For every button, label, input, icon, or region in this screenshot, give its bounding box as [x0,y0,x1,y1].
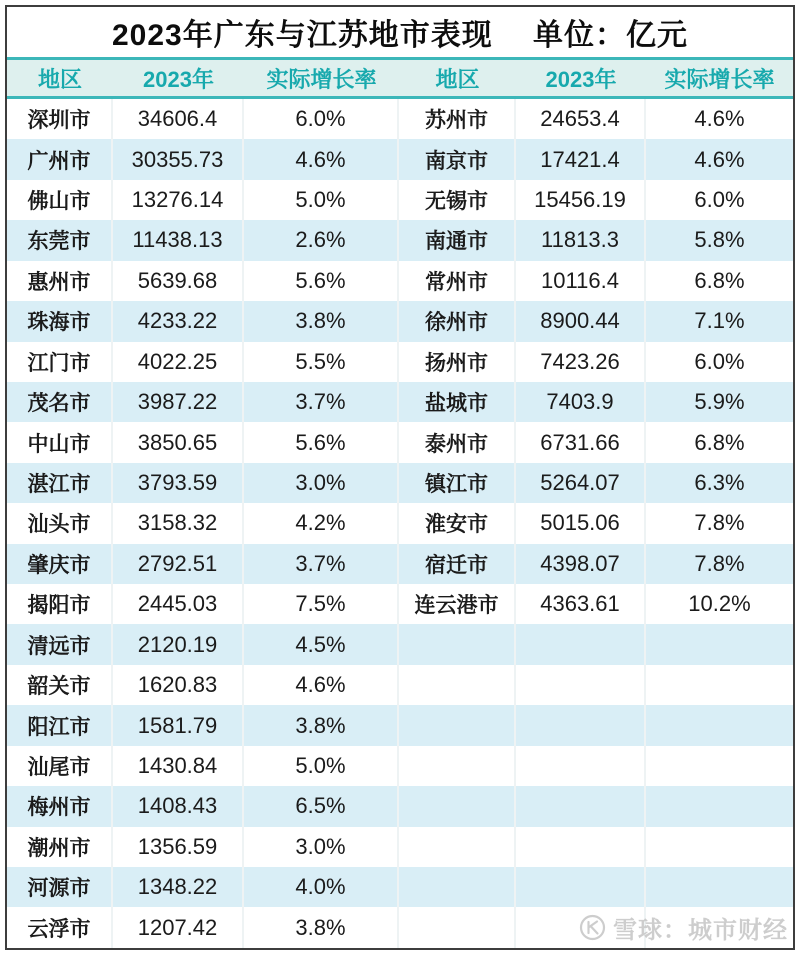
table-row [7,705,793,745]
table-row [7,503,793,543]
city-cell-left: 珠海市 [7,301,113,341]
table-row [7,746,793,786]
gdp-cell-left: 1207.42 [113,907,244,947]
city-cell-left: 茂名市 [7,382,113,422]
city-cell-right [399,907,516,947]
city-cell-left: 韶关市 [7,665,113,705]
growth-cell-left: 3.8% [244,301,399,341]
header-region-right: 地区 [435,66,480,92]
gdp-cell-left: 13276.14 [113,180,244,220]
city-cell-right [399,867,516,907]
growth-cell-right [646,746,793,786]
gdp-cell-left: 1348.22 [113,867,244,907]
city-cell-right: 盐城市 [399,382,516,422]
growth-cell-left: 5.6% [244,422,399,462]
growth-cell-left: 5.5% [244,342,399,382]
gdp-cell-right: 4398.07 [516,544,646,584]
city-cell-right [399,827,516,867]
table-row [7,463,793,503]
growth-cell-left: 7.5% [244,584,399,624]
growth-cell-left: 3.0% [244,463,399,503]
gdp-cell-right [516,665,646,705]
growth-cell-right [646,624,793,664]
growth-cell-right [646,827,793,867]
city-cell-right [399,786,516,826]
city-cell-left: 肇庆市 [7,544,113,584]
header-year-left: 2023年 [143,66,214,92]
city-cell-right: 无锡市 [399,180,516,220]
growth-cell-right: 5.8% [694,227,745,253]
growth-cell-right: 6.3% [694,470,745,495]
table-row [7,827,793,867]
page-title: 2023年广东与江苏地市表现 单位：亿元 [7,7,793,57]
table-row [7,584,793,624]
city-cell-right: 徐州市 [399,301,516,341]
gdp-cell-right: 24653.4 [516,99,646,139]
table-body [7,99,793,948]
table-row [7,867,793,907]
growth-cell-left: 5.0% [244,746,399,786]
city-cell-right: 苏州市 [399,99,516,139]
growth-cell-right: 6.0% [694,187,745,213]
gdp-cell-left: 3850.65 [113,422,244,462]
growth-cell-left: 3.8% [244,705,399,745]
gdp-cell-right [516,705,646,745]
city-cell-left: 汕尾市 [7,746,113,786]
gdp-cell-right: 5015.06 [516,503,646,543]
gdp-comparison-table [5,5,795,950]
table-row [7,786,793,826]
table-row [7,624,793,664]
xueqiu-snowball-icon [579,914,606,941]
city-cell-left: 湛江市 [7,463,113,503]
growth-cell-right: 6.8% [694,267,745,293]
city-cell-left: 佛山市 [7,180,113,220]
gdp-cell-right: 5264.07 [516,463,646,503]
table-row [7,180,793,220]
city-cell-left: 深圳市 [7,99,113,139]
gdp-cell-right: 10116.4 [516,261,646,301]
city-cell-left: 河源市 [7,867,113,907]
growth-cell-left: 2.6% [244,220,399,260]
gdp-cell-left: 30355.73 [113,139,244,179]
growth-cell-left: 3.7% [244,382,399,422]
gdp-cell-right [516,867,646,907]
city-cell-left: 汕头市 [7,503,113,543]
growth-cell-right [646,665,793,705]
growth-cell-right: 7.8% [694,550,745,576]
city-cell-right: 连云港市 [399,584,516,624]
city-cell-right: 淮安市 [399,503,516,543]
gdp-cell-right: 17421.4 [516,139,646,179]
growth-cell-left: 5.6% [244,261,399,301]
gdp-cell-right: 15456.19 [516,180,646,220]
city-cell-left: 梅州市 [7,786,113,826]
gdp-cell-left: 4233.22 [113,301,244,341]
gdp-cell-left: 2445.03 [113,584,244,624]
gdp-cell-right: 6731.66 [516,422,646,462]
city-cell-right: 南京市 [399,139,516,179]
gdp-cell-left: 3987.22 [113,382,244,422]
growth-cell-left: 6.5% [244,786,399,826]
gdp-cell-right: 11813.3 [516,220,646,260]
table-row [7,220,793,260]
growth-cell-right [646,867,793,907]
header-growth-right: 实际增长率 [664,66,775,92]
city-cell-right [399,624,516,664]
gdp-cell-left: 3158.32 [113,503,244,543]
gdp-cell-left: 5639.68 [113,261,244,301]
table-row [7,139,793,179]
gdp-cell-right: 4363.61 [516,584,646,624]
city-cell-left: 潮州市 [7,827,113,867]
city-cell-right: 南通市 [399,220,516,260]
growth-cell-left: 4.2% [244,503,399,543]
growth-cell-right: 4.6% [694,146,745,172]
gdp-cell-left: 2120.19 [113,624,244,664]
gdp-cell-right [516,827,646,867]
header-region-left: 地区 [37,66,82,92]
city-cell-left: 中山市 [7,422,113,462]
growth-cell-left: 6.0% [244,99,399,139]
gdp-cell-left: 34606.4 [113,99,244,139]
city-cell-right [399,665,516,705]
growth-cell-right: 10.2% [688,591,751,617]
gdp-cell-left: 1408.43 [113,786,244,826]
table-row [7,342,793,382]
city-cell-left: 揭阳市 [7,584,113,624]
watermark [579,910,788,945]
city-cell-right: 泰州市 [399,422,516,462]
growth-cell-left: 5.0% [244,180,399,220]
city-cell-right: 常州市 [399,261,516,301]
growth-cell-right: 4.6% [694,106,745,132]
gdp-cell-left: 1581.79 [113,705,244,745]
gdp-cell-left: 1356.59 [113,827,244,867]
gdp-cell-right: 7403.9 [516,382,646,422]
gdp-cell-left: 2792.51 [113,544,244,584]
city-cell-left: 惠州市 [7,261,113,301]
growth-cell-right: 7.8% [694,510,745,536]
table-row [7,422,793,462]
growth-cell-left: 3.0% [244,827,399,867]
city-cell-right: 扬州市 [399,342,516,382]
gdp-cell-right [516,786,646,826]
gdp-cell-right: 8900.44 [516,301,646,341]
table-header-row [7,57,793,99]
growth-cell-left: 3.7% [244,544,399,584]
city-cell-left: 江门市 [7,342,113,382]
table-row [7,382,793,422]
table-row [7,261,793,301]
growth-cell-right: 6.8% [694,429,745,455]
city-cell-left: 云浮市 [7,907,113,947]
gdp-cell-left: 3793.59 [113,463,244,503]
gdp-cell-right: 7423.26 [516,342,646,382]
growth-cell-left: 4.0% [244,867,399,907]
header-year-right: 2023年 [545,66,617,92]
city-cell-right [399,746,516,786]
city-cell-left: 清远市 [7,624,113,664]
gdp-cell-right [516,746,646,786]
growth-cell-right [646,705,793,745]
city-cell-right: 宿迁市 [399,544,516,584]
growth-cell-right: 5.9% [694,389,745,415]
gdp-cell-left: 1620.83 [113,665,244,705]
table-row [7,544,793,584]
growth-cell-left: 4.6% [244,665,399,705]
table-row [7,301,793,341]
gdp-cell-right [516,624,646,664]
table-row [7,99,793,139]
growth-cell-left: 3.8% [244,907,399,947]
growth-cell-left: 4.6% [244,139,399,179]
city-cell-left: 东莞市 [7,220,113,260]
header-growth-left: 实际增长率 [266,66,377,92]
city-cell-right: 镇江市 [399,463,516,503]
city-cell-right [399,705,516,745]
gdp-cell-left: 1430.84 [113,746,244,786]
city-cell-left: 阳江市 [7,705,113,745]
city-cell-left: 广州市 [7,139,113,179]
growth-cell-right [646,786,793,826]
growth-cell-right: 7.1% [694,308,745,334]
growth-cell-left: 4.5% [244,624,399,664]
watermark-text: 雪球：城市财经 [613,917,788,944]
gdp-cell-left: 4022.25 [113,342,244,382]
table-row [7,665,793,705]
gdp-cell-left: 11438.13 [113,220,244,260]
growth-cell-right: 6.0% [694,348,745,374]
